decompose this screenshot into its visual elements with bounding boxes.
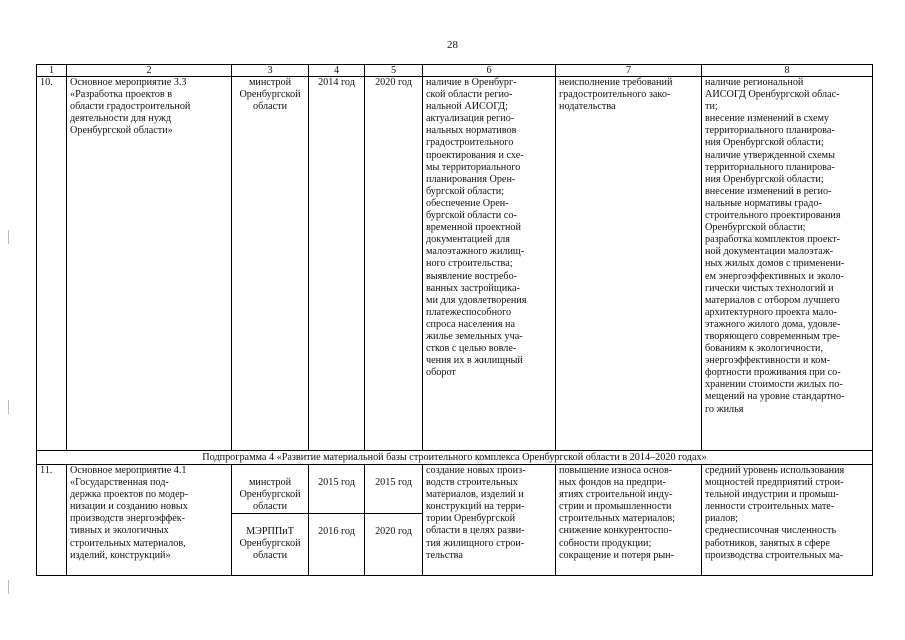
end-year-cell — [365, 465, 423, 576]
end-year-a: 2015 год — [365, 477, 422, 514]
header-cell: 7 — [556, 65, 702, 77]
header-cell: 6 — [423, 65, 556, 77]
header-row — [37, 65, 873, 77]
page-number: 28 — [447, 39, 458, 51]
margin-mark — [8, 400, 9, 414]
start-year: 2014 год — [309, 77, 365, 451]
row-number: 11. — [37, 465, 67, 576]
start-year-a: 2015 год — [309, 477, 364, 514]
table-row-11 — [37, 465, 873, 576]
end-year-b: 2020 год — [375, 526, 412, 538]
program-table — [36, 64, 873, 576]
activity-name: Основное мероприятие 4.1 «Государственная под- держка проектов по модер- низации и созданию новых производств энергоэффек- тивных и экологичных строительных материалов, изделий, конструкций» — [67, 465, 232, 576]
header-cell: 3 — [232, 65, 309, 77]
end-year: 2020 год — [365, 77, 423, 451]
header-cell: 8 — [702, 65, 873, 77]
activity-name: Основное мероприятие 3.3 «Разработка проектов в области градостроительной деятельности для нужд Оренбургской области» — [67, 77, 232, 451]
start-year-b: 2016 год — [318, 526, 355, 538]
expected-result: создание новых произ- водств строительных материалов, изделий и конструкций на терри- тории Оренбургской области в целях разви- тия жилищного строи- тельства — [423, 465, 556, 576]
executor: минстрой Оренбургской области — [232, 77, 309, 451]
header-cell: 4 — [309, 65, 365, 77]
indicators: наличие региональной АИСОГД Оренбургской облас- ти; внесение изменений в схему территориального планирова- ния Оренбургской области; наличие утвержденной схемы территориального планирова- ния Оренбургской области; внесение изменений в регио- нальные нормативы градо- строительного проектирования Оренбургской области; разработка комплектов проект- ной документации малоэтаж- ных жилых домов с применени- ем энергоэффективных и эколо- гически чистых технологий и материалов с отбором лучшего архитектурного проекта мало- этажного жилого дома, удовле- творяющего современным тре- бованиям к экологичности, энергоэффективности и ком- фортности проживания при со- хранении стоимости жилых по- мещений на уровне стандартно- го жилья — [702, 77, 873, 451]
executor-cell — [232, 465, 309, 576]
row-number: 10. — [37, 77, 67, 451]
header-cell: 2 — [67, 65, 232, 77]
executor-a: минстрой Оренбургской области — [232, 477, 308, 514]
table-row-10 — [37, 77, 873, 451]
start-year-cell — [309, 465, 365, 576]
executor-b: МЭРППиТ Оренбургской области — [239, 526, 301, 562]
subprogram-title: Подпрограмма 4 «Развитие материальной базы строительного комплекса Оренбургской области в 2014–2020 годах» — [37, 451, 873, 465]
indicators: средний уровень использования мощностей предприятий строи- тельной индустрии и промыш- ленности строительных мате- риалов; среднесписочная численность работников, занятых в сфере производства строительных ма- — [702, 465, 873, 576]
consequences: повышение износа основ- ных фондов на предпри- ятиях строительной инду- стрии и промышленности строительных материалов; снижение конкурентоспо- собности продукции; сокращение и потеря рын- — [556, 465, 702, 576]
margin-mark — [8, 580, 9, 594]
header-cell: 5 — [365, 65, 423, 77]
consequences: неисполнение требований градостроительного зако- нодательства — [556, 77, 702, 451]
subprogram-row — [37, 451, 873, 465]
header-cell: 1 — [37, 65, 67, 77]
margin-mark — [8, 230, 9, 244]
expected-result: наличие в Оренбург- ской области регио- нальной АИСОГД; актуализация регио- нальных нормативов градостроительного проектирования и схе- мы территориального планирования Орен- бургской области; обеспечение Орен- бургской области со- временной проектной документацией для малоэтажного жилищ- ного строительства; выявление востребо- ванных застройщика- ми для удовлетворения платежеспособного спроса населения на жилье земельных уча- стков с целью вовле- чения их в жилищный оборот — [423, 77, 556, 451]
